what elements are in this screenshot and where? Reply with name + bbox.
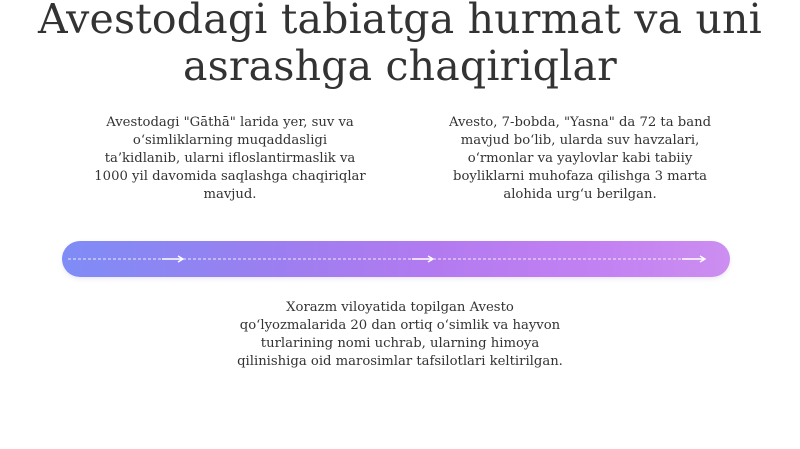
text-line: Avesto, 7-bobda, "Yasna" da 72 ta band xyxy=(448,115,712,130)
text-block-bottom xyxy=(180,299,620,371)
text-line: 1000 yil davomida saqlashga chaqiriqlar xyxy=(94,169,366,184)
timeline-arrows xyxy=(62,241,730,277)
title-line-1: Avestodagi tabiatga hurmat va uni xyxy=(38,0,762,43)
text-line: o‘rmonlar va yaylovlar kabi tabiiy xyxy=(467,151,693,166)
page-title xyxy=(0,0,800,90)
text-line: qo‘lyozmalarida 20 dan ortiq o‘simlik va hayvon xyxy=(239,318,561,333)
timeline-bar xyxy=(62,241,730,277)
text-line: qilinishiga oid marosimlar tafsilotlari keltirilgan. xyxy=(237,354,563,369)
text-line: Avestodagi "Gāthā" larida yer, suv va xyxy=(106,115,354,130)
arrow-right-icon xyxy=(682,256,705,262)
text-line: alohida urg‘u berilgan. xyxy=(503,187,657,202)
arrow-right-icon xyxy=(162,256,183,262)
text-line: o‘simliklarning muqaddasligi xyxy=(132,133,328,148)
text-block-right xyxy=(408,114,752,204)
text-line: ta’kidlanib, ularni ifloslantirmaslik va xyxy=(104,151,356,166)
text-block-left xyxy=(58,114,402,204)
text-line: mavjud. xyxy=(203,187,257,202)
arrow-right-icon xyxy=(412,256,433,262)
text-line: turlarining nomi uchrab, ularning himoya xyxy=(260,336,540,351)
text-line: mavjud bo‘lib, ularda suv havzalari, xyxy=(460,133,700,148)
title-line-2: asrashga chaqiriqlar xyxy=(183,42,617,90)
text-line: Xorazm viloyatida topilgan Avesto xyxy=(286,300,514,315)
text-line: boyliklarni muhofaza qilishga 3 marta xyxy=(453,169,707,184)
